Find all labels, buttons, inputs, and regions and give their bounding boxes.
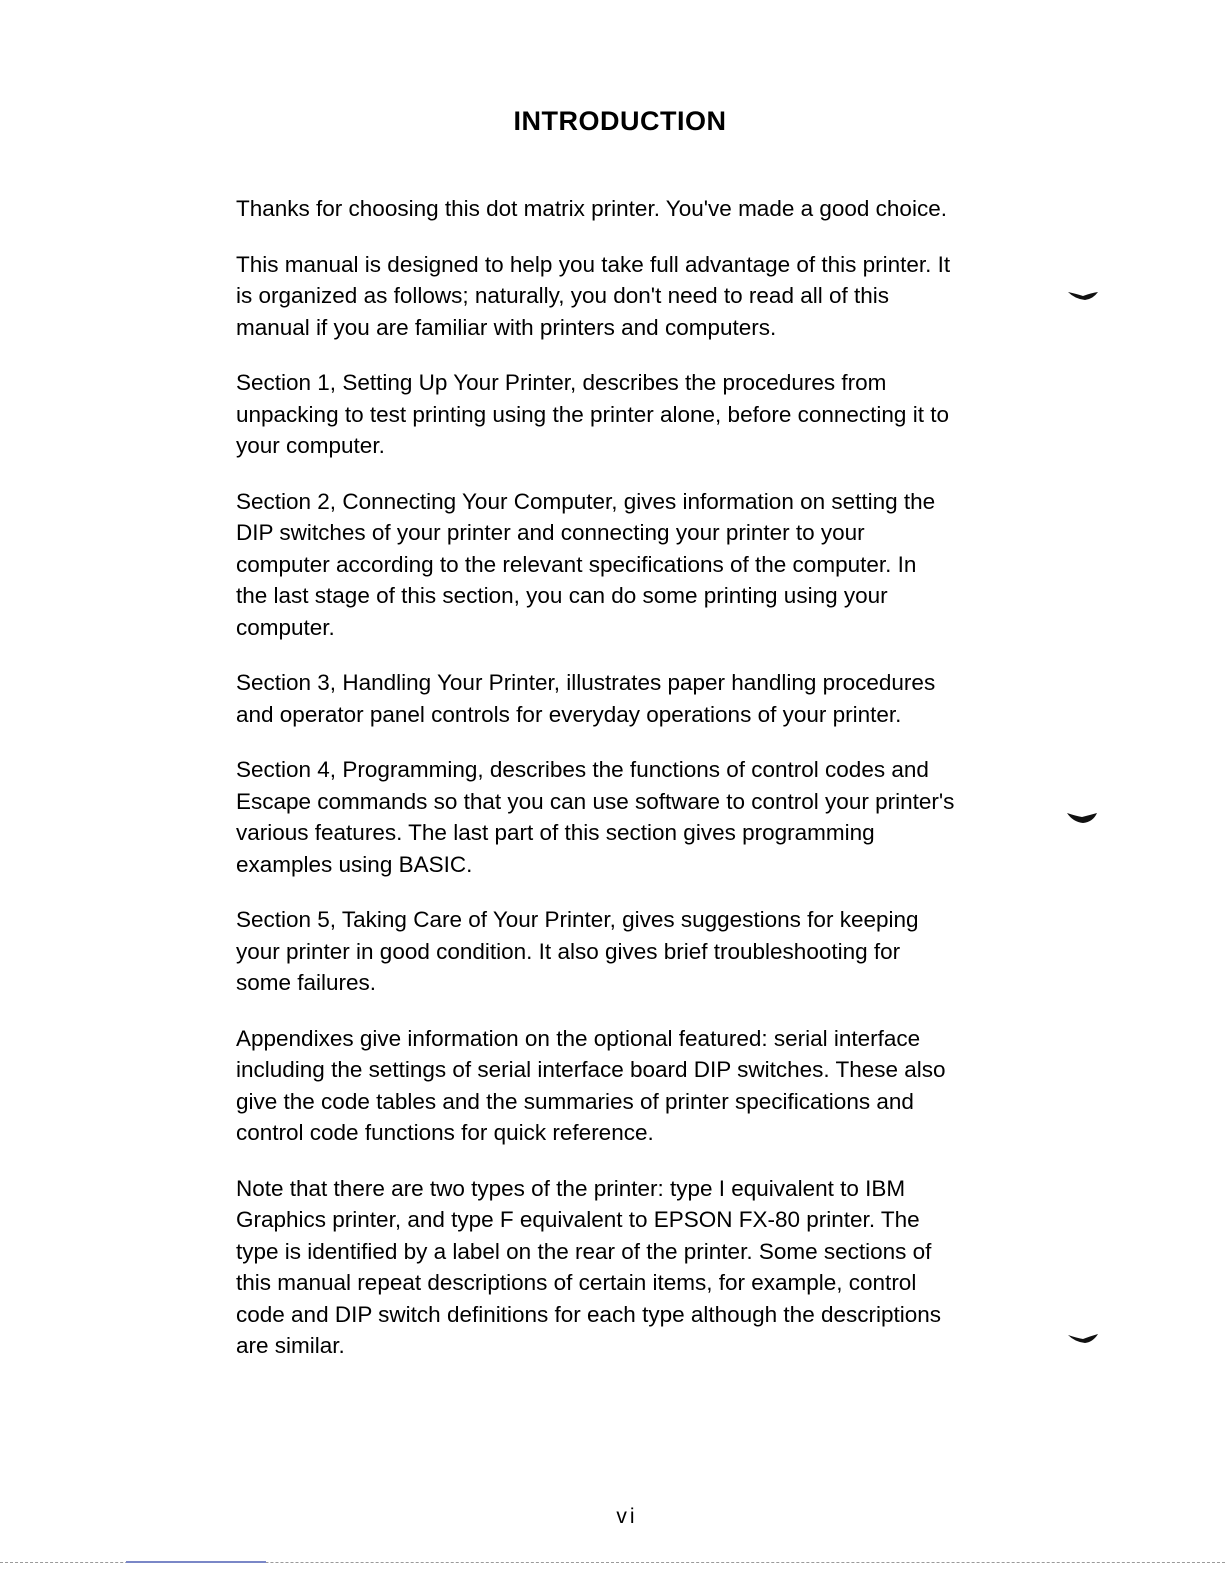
body-text bbox=[236, 193, 1036, 1386]
binding-hole-mark bbox=[1067, 290, 1099, 302]
paragraph-appendixes: Appendixes give information on the optional featured: serial interface including the settings of serial interface board DIP switches. These also give the code tables and the summaries of printer specifications and control code functions for quick reference. bbox=[236, 1025, 946, 1145]
paragraph-manual-purpose: This manual is designed to help you take full advantage of this printer. It is organized as follows; naturally, you don't need to read all of this manual if you are familiar with printers and computers. bbox=[236, 251, 951, 340]
paragraph-intro-thanks: Thanks for choosing this dot matrix printer. You've made a good choice. bbox=[236, 196, 947, 221]
binding-hole-mark bbox=[1066, 812, 1098, 824]
paragraph-section-3: Section 3, Handling Your Printer, illustrates paper handling procedures and operator panel controls for everyday operations of your printer. bbox=[236, 670, 936, 727]
scan-edge-accent bbox=[126, 1561, 266, 1563]
paragraph-section-5: Section 5, Taking Care of Your Printer, gives suggestions for keeping your printer in good condition. It also gives brief troubleshooting for some failures. bbox=[236, 907, 919, 995]
paragraph-section-1: Section 1, Setting Up Your Printer, describes the procedures from unpacking to test printing using the printer alone, before connecting it to your computer. bbox=[236, 370, 949, 458]
paragraph-section-2: Section 2, Connecting Your Computer, gives information on setting the DIP switches of your printer and connecting your printer to your computer according to the relevant specifications of the computer. In the last stage of this section, you can do some printing using your computer. bbox=[236, 488, 936, 640]
paragraph-printer-types-note: Note that there are two types of the printer: type I equivalent to IBM Graphics printer, and type F equivalent to EPSON FX-80 printer. The type is identified by a label on the rear of the printer. Some sections of this manual repeat descriptions of certain items, for example, control code and DIP switch definitions for each type although the descriptions are similar. bbox=[236, 1175, 942, 1358]
paragraph-section-4: Section 4, Programming, describes the functions of control codes and Escape commands so that you can use software to control your printer's various features. The last part of this section gives programming examples using BASIC. bbox=[236, 757, 955, 877]
page-title: INTRODUCTION bbox=[513, 106, 727, 136]
binding-hole-mark bbox=[1067, 1333, 1099, 1345]
page-number: vi bbox=[616, 1505, 638, 1528]
